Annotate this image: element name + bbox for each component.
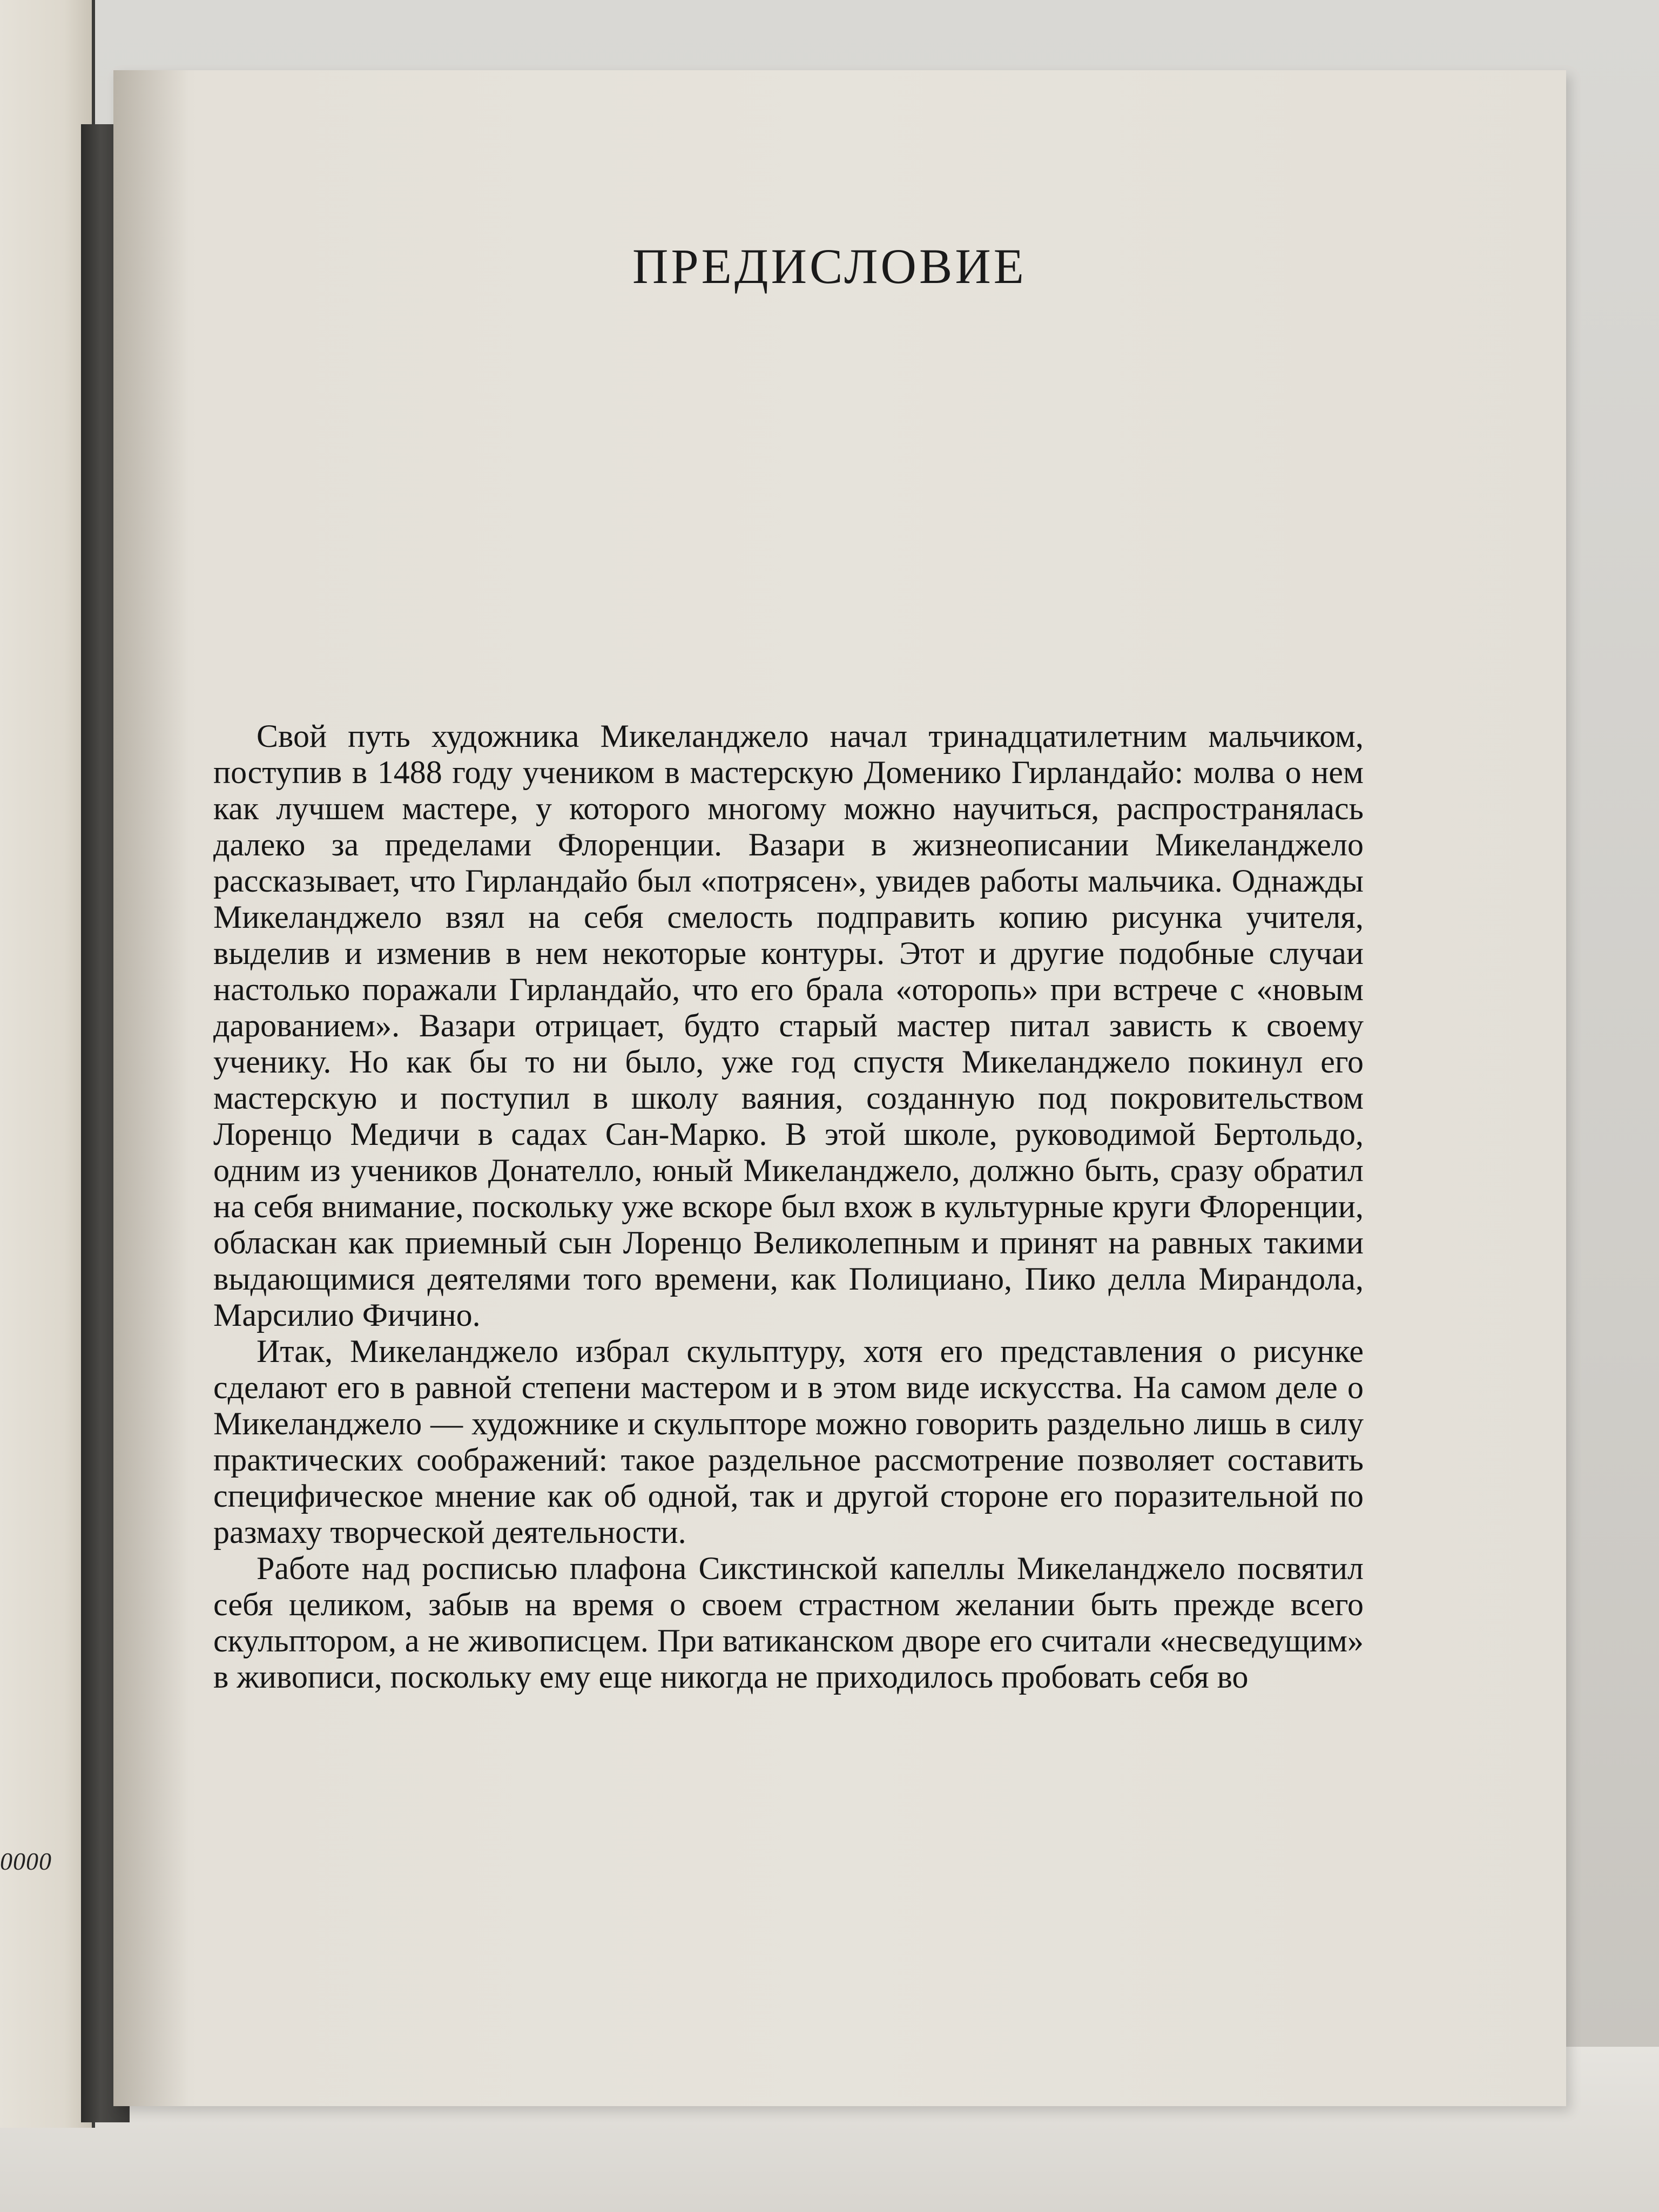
paragraph-2: Итак, Микеланджело избрал скульптуру, хотя его представления о рисунке сделают его в равной степени мастером и в этом виде искусства. На самом деле о Микеланджело — художнике и скульпторе можно говорить раздельно лишь в силу практических соображений: такое раздельное рассмотрение позволяет составить специфическое мнение как об одной, так и другой стороне его поразительной по размаху творческой деятельности. — [213, 1333, 1364, 1550]
show-through-text — [205, 313, 1372, 745]
page-gutter-shadow — [113, 70, 189, 2106]
body-text — [213, 718, 1364, 1695]
page-title: ПРЕДИСЛОВИЕ — [632, 239, 1027, 294]
previous-page-fragment: 0000 — [0, 1847, 52, 1875]
paragraph-1: Свой путь художника Микеланджело начал тринадцатилетним мальчиком, поступив в 1488 году учеником в мастерскую Доменико Гирландайо: молва о нем как лучшем мастере, у которого многому можно научиться, распространялась далеко за пределами Флоренции. Вазари в жизнеописании Микеланджело рассказывает, что Гирландайо был «потрясен», увидев работы мальчика. Однажды Микеланджело взял на себя смелость подправить копию рисунка учителя, выделив и изменив в нем некоторые контуры. Этот и другие подобные случаи настолько поражали Гирландайо, что его брала «оторопь» при встрече с «новым дарованием». Вазари отрицает, будто старый мастер питал зависть к своему ученику. Но как бы то ни было, уже год спустя Микеланджело покинул его мастерскую и поступил в школу ваяния, созданную под покровительством Лоренцо Медичи в садах Сан-Марко. В этой школе, руководимой Бертольдо, одним из учеников Донателло, юный Микеланджело, должно быть, сразу обратил на себя внимание, поскольку уже вскоре был вхож в культурные круги Флоренции, обласкан как приемный сын Лоренцо Великолепным и принят на равных такими выдающимися деятелями того времени, как Полициано, Пико делла Мирандола, Марсилио Фичино. — [213, 718, 1364, 1333]
paragraph-3: Работе над росписью плафона Сикстинской капеллы Микеланджело посвятил себя целиком, забыв на время о своем страстном желании быть прежде всего скульптором, а не живописцем. При ватиканском дворе его считали «несведущим» в живописи, поскольку ему еще никогда не приходилось пробовать себя во — [213, 1550, 1364, 1695]
